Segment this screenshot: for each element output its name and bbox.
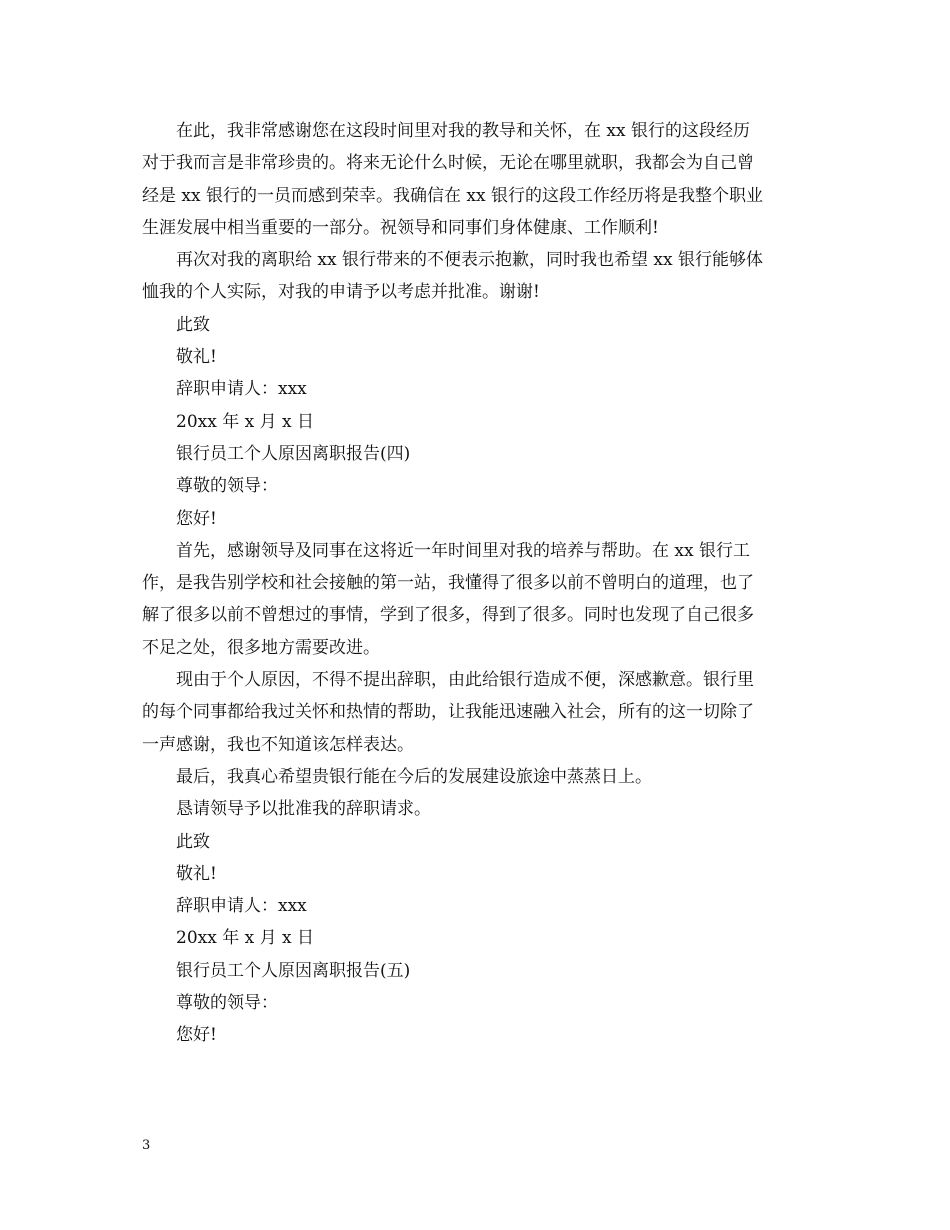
text-line: 生涯发展中相当重要的一部分。祝领导和同事们身体健康、工作顺利! — [142, 217, 659, 238]
text-line: 一声感谢，我也不知道该怎样表达。 — [142, 734, 414, 755]
signature-line: 辞职申请人：xxx — [176, 379, 307, 400]
text-line: 作，是我告别学校和社会接触的第一站，我懂得了很多以前不曾明白的道理，也了 — [142, 573, 754, 594]
signature-line: 辞职申请人：xxx — [176, 896, 307, 917]
date-line: 20xx 年 x 月 x 日 — [176, 928, 315, 949]
text-line: 恳请领导予以批准我的辞职请求。 — [176, 799, 431, 820]
text-line: 恤我的个人实际，对我的申请予以考虑并批准。谢谢! — [142, 282, 540, 303]
text-line: 再次对我的离职给 xx 银行带来的不便表示抱歉，同时我也希望 xx 银行能够体 — [176, 250, 763, 271]
greeting-line: 尊敬的领导： — [176, 993, 278, 1014]
greeting-line: 您好! — [176, 1025, 217, 1046]
text-line: 首先，感谢领导及同事在这将近一年时间里对我的培养与帮助。在 xx 银行工 — [176, 540, 750, 561]
text-line: 的每个同事都给我过关怀和热情的帮助，让我能迅速融入社会，所有的这一切除了 — [142, 702, 754, 723]
greeting-line: 您好! — [176, 508, 217, 529]
salutation-line: 敬礼! — [176, 347, 217, 368]
closing-line: 此致 — [176, 831, 210, 852]
text-line: 在此，我非常感谢您在这段时间里对我的教导和关怀，在 xx 银行的这段经历 — [176, 121, 750, 141]
text-line: 不足之处，很多地方需要改进。 — [142, 637, 380, 658]
text-line: 解了很多以前不曾想过的事情，学到了很多，得到了很多。同时也发现了自己很多 — [142, 605, 754, 626]
page-number: 3 — [142, 1138, 151, 1153]
section-heading: 银行员工个人原因离职报告(五) — [176, 960, 411, 981]
text-line: 最后，我真心希望贵银行能在今后的发展建设旅途中蒸蒸日上。 — [176, 766, 652, 787]
closing-line: 此致 — [176, 314, 210, 335]
text-line: 现由于个人原因，不得不提出辞职，由此给银行造成不便，深感歉意。银行里 — [176, 670, 754, 691]
section-heading: 银行员工个人原因离职报告(四) — [176, 443, 411, 464]
text-line: 经是 xx 银行的一员而感到荣幸。我确信在 xx 银行的这段工作经历将是我整个职业 — [142, 185, 763, 206]
text-line: 对于我而言是非常珍贵的。将来无论什么时候，无论在哪里就职，我都会为自己曾 — [142, 153, 754, 174]
salutation-line: 敬礼! — [176, 863, 217, 884]
greeting-line: 尊敬的领导： — [176, 476, 278, 497]
date-line: 20xx 年 x 月 x 日 — [176, 411, 315, 432]
document-body — [142, 115, 812, 1052]
